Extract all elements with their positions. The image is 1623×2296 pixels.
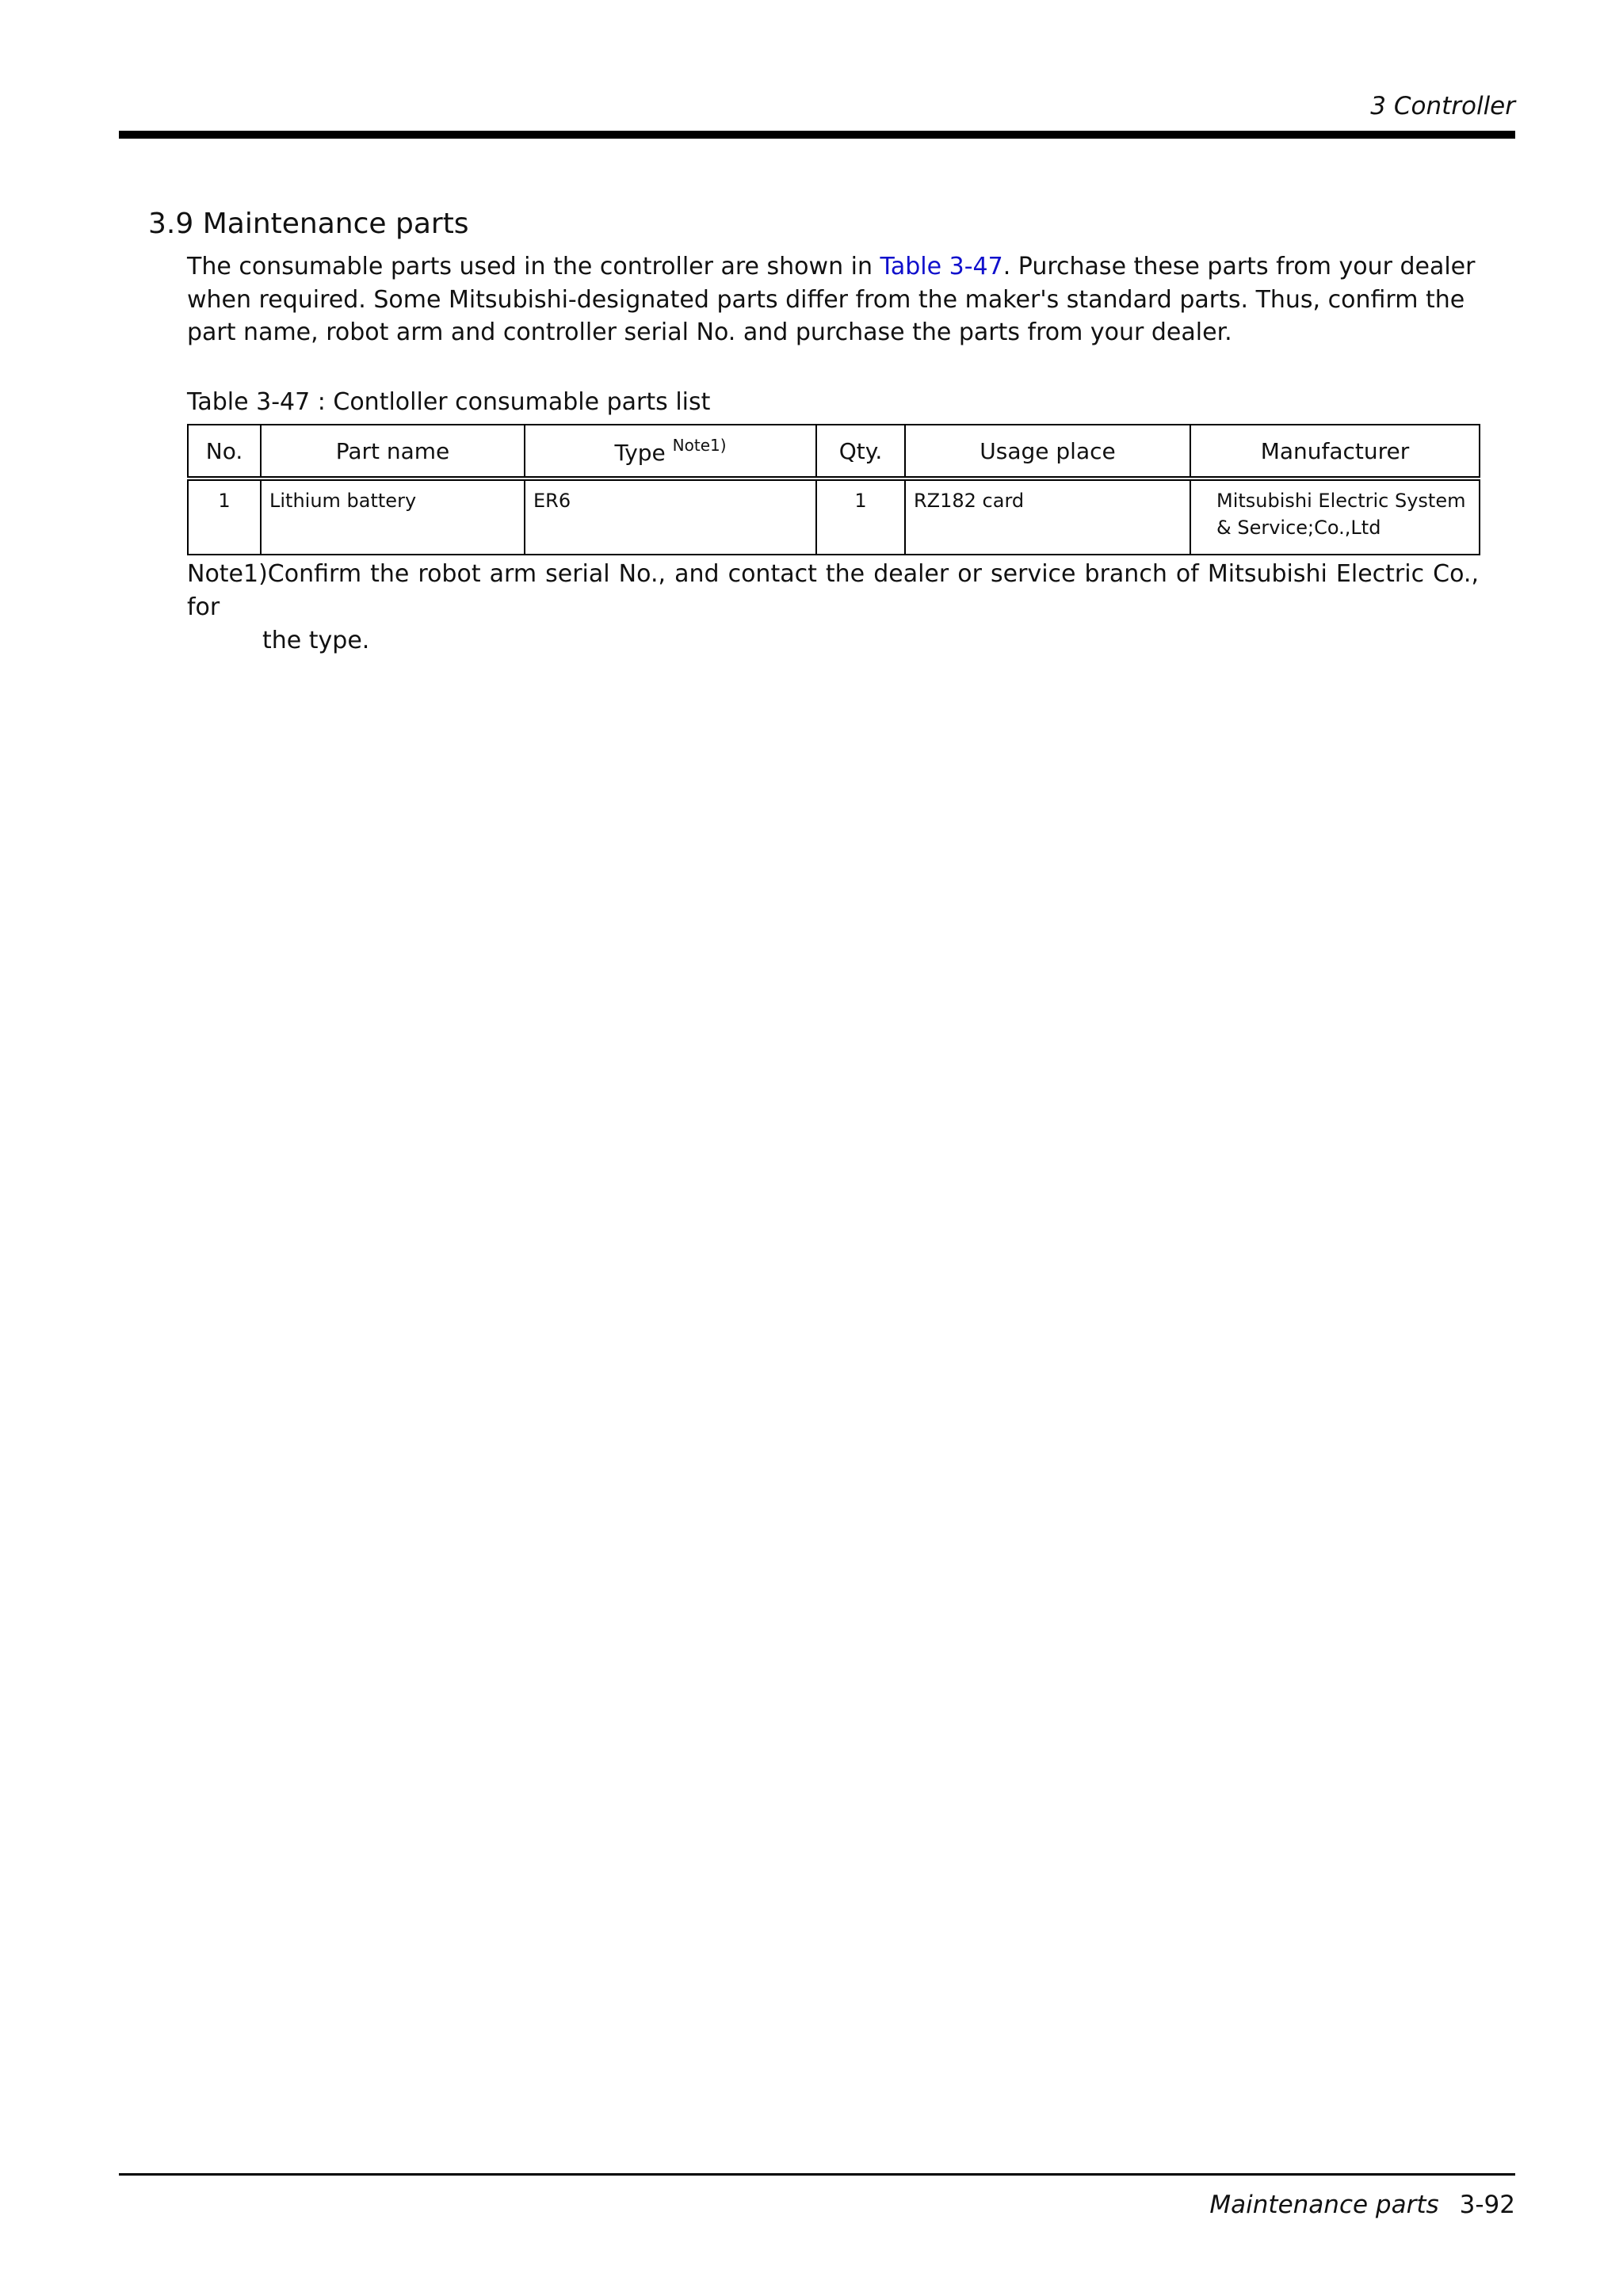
consumable-parts-table [187,424,1480,555]
header-type-label: Type [614,440,666,466]
table-header-row [188,425,1480,479]
header-usage-place: Usage place [905,425,1190,479]
table-note [187,558,1479,658]
cell-manufacturer [1190,479,1480,555]
intro-text-before: The consumable parts used in the controller are shown in [187,253,880,280]
header-chapter-title: 3 Controller [1370,92,1515,120]
header-rule [119,131,1515,139]
page-footer [1209,2191,1515,2219]
note-line-2: the type. [262,627,370,654]
cell-usage-place: RZ182 card [905,479,1190,555]
cell-no: 1 [188,479,261,555]
footer-rule [119,2173,1515,2176]
intro-text-after: . Purchase these parts from your dealer when required. Some Mitsubishi-designated parts differ from the maker's standard parts. Thus, confirm the part name, robot arm and controller serial No. and purchase the parts from your dealer. [187,253,1476,346]
note-line-1: Note1)Confirm the robot arm serial No., and contact the dealer or service branch of Mitsubishi Electric Co., for [187,560,1479,621]
header-qty: Qty. [816,425,905,479]
table-caption: Table 3-47 : Contloller consumable parts list [187,388,711,416]
header-type [525,425,816,479]
section-title: 3.9 Maintenance parts [148,208,469,240]
header-type-note: Note1) [672,436,727,455]
manufacturer-line-1: Mitsubishi Electric System [1216,490,1466,512]
header-no: No. [188,425,261,479]
table-row [188,479,1480,555]
page-number: 3-92 [1459,2191,1515,2219]
footer-section-name: Maintenance parts [1209,2191,1439,2219]
intro-paragraph [187,250,1487,349]
manufacturer-line-2: & Service;Co.,Ltd [1216,517,1381,539]
header-manufacturer: Manufacturer [1190,425,1480,479]
cell-type: ER6 [525,479,816,555]
table-reference-link[interactable]: Table 3-47 [880,253,1003,280]
cell-part-name: Lithium battery [261,479,525,555]
header-part-name: Part name [261,425,525,479]
cell-qty: 1 [816,479,905,555]
